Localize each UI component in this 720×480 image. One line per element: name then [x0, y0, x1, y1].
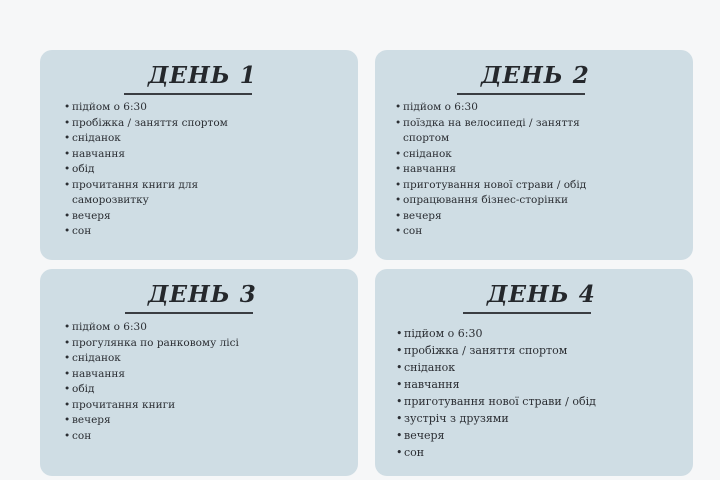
- list-item: • сон: [64, 224, 244, 240]
- list-item: • прочитання книги: [64, 398, 254, 414]
- list-item: • підйом о 6:30: [64, 100, 244, 116]
- bullet-icon: •: [64, 147, 71, 160]
- bullet-icon: •: [395, 101, 402, 113]
- bullet-icon: •: [64, 116, 71, 129]
- list-item: • поїздка на велосипеді / заняття спортом: [395, 116, 580, 144]
- day-card-3: [40, 269, 358, 476]
- list-item: • сон: [396, 446, 425, 459]
- bullet-icon: •: [396, 327, 403, 340]
- list-item: • навчання: [64, 147, 244, 163]
- title-underline: [125, 312, 253, 314]
- bullet-icon: •: [64, 225, 71, 237]
- list-item: • вечеря: [396, 429, 445, 442]
- activity-list: [396, 325, 656, 461]
- title-underline: [124, 93, 252, 95]
- bullet-icon: •: [64, 132, 71, 144]
- title-underline: [457, 93, 585, 95]
- list-item: • прогулянка по ранковому лісі: [64, 336, 254, 352]
- day-title: ДЕНЬ 2: [481, 62, 590, 89]
- bullet-icon: •: [64, 398, 71, 411]
- bullet-icon: •: [395, 147, 402, 160]
- bullet-icon: •: [395, 194, 402, 206]
- list-item: • сон: [395, 224, 625, 240]
- list-item: • вечеря: [64, 413, 254, 429]
- list-item: • навчання: [396, 378, 460, 391]
- day-card-4: [375, 269, 693, 476]
- list-item: • сніданок: [64, 351, 254, 367]
- bullet-icon: •: [396, 378, 403, 391]
- list-item: • прочитання книги для саморозвитку: [64, 178, 199, 206]
- list-item: • вечеря: [64, 209, 244, 225]
- list-item: • пробіжка / заняття спортом: [64, 116, 244, 132]
- list-item: • підйом о 6:30: [64, 320, 254, 336]
- bullet-icon: •: [64, 383, 71, 395]
- list-item: • приготування нової страви / обід: [395, 178, 625, 194]
- bullet-icon: •: [64, 429, 71, 442]
- bullet-icon: •: [64, 352, 71, 364]
- day-card-2: [375, 50, 693, 260]
- list-item: • обід: [64, 162, 244, 178]
- bullet-icon: •: [396, 344, 403, 357]
- bullet-icon: •: [396, 429, 403, 442]
- day-card-1: [40, 50, 358, 260]
- bullet-icon: •: [395, 209, 402, 222]
- bullet-icon: •: [395, 116, 402, 129]
- activity-list: [395, 100, 625, 240]
- list-item: • вечеря: [395, 209, 625, 225]
- bullet-icon: •: [64, 209, 71, 222]
- list-item: • обід: [64, 382, 254, 398]
- activity-list: [64, 320, 254, 444]
- list-item: • пробіжка / заняття спортом: [396, 344, 568, 357]
- list-item: • опрацювання бізнес-сторінки: [395, 193, 625, 209]
- bullet-icon: •: [64, 321, 71, 333]
- bullet-icon: •: [64, 336, 71, 349]
- day-title: ДЕНЬ 1: [148, 62, 257, 89]
- list-item: • підйом о 6:30: [396, 327, 483, 340]
- day-title: ДЕНЬ 4: [487, 281, 596, 308]
- title-underline: [463, 312, 591, 314]
- day-title: ДЕНЬ 3: [148, 281, 257, 308]
- list-item: • підйом о 6:30: [395, 100, 625, 116]
- bullet-icon: •: [396, 361, 403, 374]
- list-item: • приготування нової страви / обід: [396, 395, 596, 408]
- list-item: • сніданок: [396, 361, 456, 374]
- bullet-icon: •: [396, 395, 403, 408]
- bullet-icon: •: [64, 101, 71, 113]
- list-item: • сніданок: [64, 131, 244, 147]
- bullet-icon: •: [64, 178, 71, 191]
- bullet-icon: •: [64, 367, 71, 380]
- list-item: • навчання: [395, 162, 625, 178]
- bullet-icon: •: [396, 412, 403, 425]
- bullet-icon: •: [395, 178, 402, 191]
- list-item: • навчання: [64, 367, 254, 383]
- bullet-icon: •: [396, 446, 403, 459]
- bullet-icon: •: [64, 163, 71, 175]
- bullet-icon: •: [64, 414, 71, 426]
- bullet-icon: •: [395, 225, 402, 237]
- list-item: • сон: [64, 429, 254, 445]
- list-item: • сніданок: [395, 147, 625, 163]
- bullet-icon: •: [395, 163, 402, 175]
- list-item: • зустріч з друзями: [396, 412, 509, 425]
- activity-list: [64, 100, 244, 240]
